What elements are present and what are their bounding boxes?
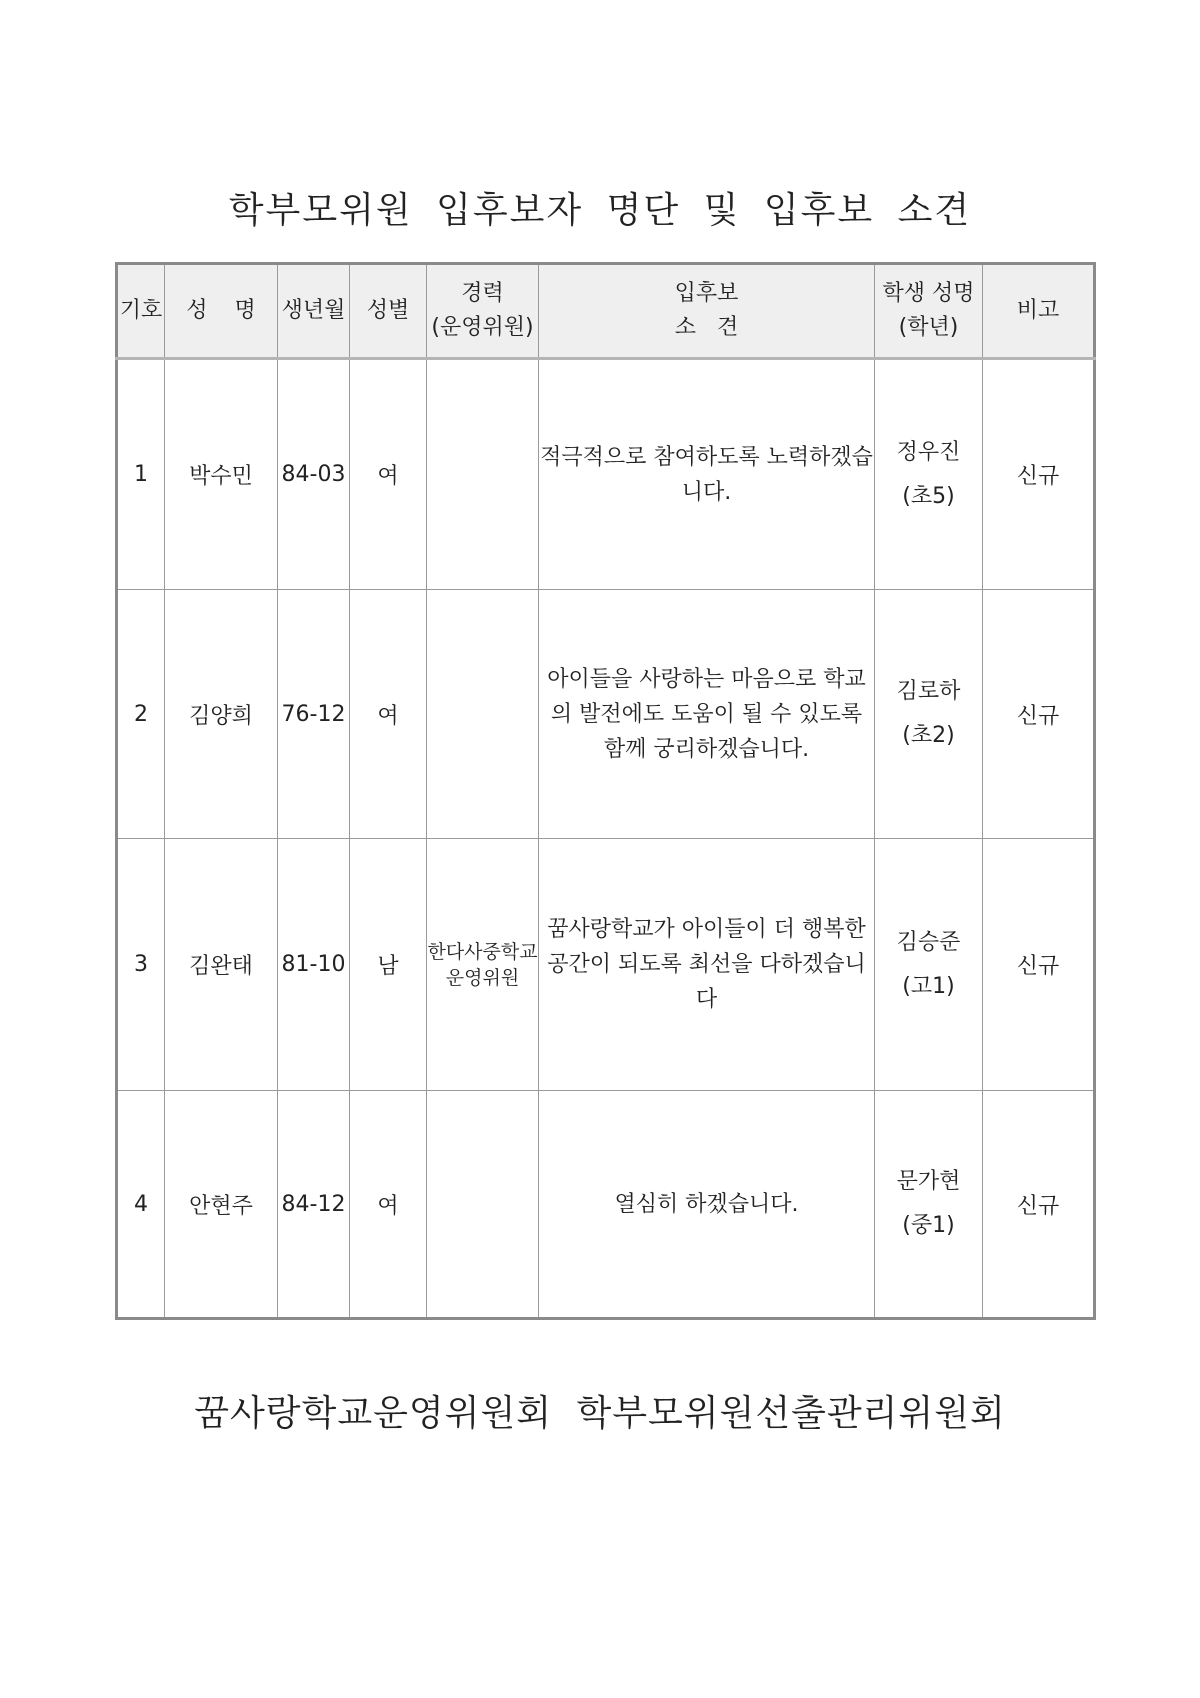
cell-birth: 76-12 xyxy=(278,590,350,839)
header-student-line2: (학년) xyxy=(898,315,959,340)
cell-number: 3 xyxy=(117,839,165,1091)
header-student-line1: 학생 성명 xyxy=(882,281,975,306)
cell-name: 박수민 xyxy=(165,359,278,590)
header-opinion xyxy=(539,264,875,359)
candidate-table xyxy=(115,262,1096,1320)
cell-note: 신규 xyxy=(983,359,1095,590)
header-career xyxy=(427,264,539,359)
cell-opinion: 적극적으로 참여하도록 노력하겠습니다. xyxy=(539,359,875,590)
cell-student-name: 김로하 xyxy=(896,679,961,704)
header-opinion-line1: 입후보 xyxy=(674,281,739,306)
document-title: 학부모위원 입후보자 명단 및 입후보 소견 xyxy=(228,190,972,231)
cell-student xyxy=(875,590,983,839)
cell-opinion: 아이들을 사랑하는 마음으로 학교의 발전에도 도움이 될 수 있도록 함께 궁리하겠습니다. xyxy=(539,590,875,839)
cell-note: 신규 xyxy=(983,590,1095,839)
cell-number: 2 xyxy=(117,590,165,839)
cell-career-line1: 한다사중학교 xyxy=(427,940,538,963)
cell-birth: 81-10 xyxy=(278,839,350,1091)
cell-name: 김양희 xyxy=(165,590,278,839)
cell-career xyxy=(427,839,539,1091)
cell-note: 신규 xyxy=(983,839,1095,1091)
table-row xyxy=(117,1091,1095,1319)
header-name: 성 명 xyxy=(165,264,278,359)
cell-student-grade: (고1) xyxy=(902,973,955,999)
cell-student-grade: (중1) xyxy=(902,1213,955,1238)
cell-career-line2: 운영위원 xyxy=(445,966,520,989)
cell-student-grade: (초2) xyxy=(902,723,955,748)
cell-student xyxy=(875,839,983,1091)
header-birth: 생년월 xyxy=(278,264,350,359)
header-opinion-line2: 소 견 xyxy=(674,315,739,340)
cell-career xyxy=(427,359,539,590)
cell-gender: 여 xyxy=(350,590,427,839)
cell-number: 4 xyxy=(117,1091,165,1319)
cell-gender: 남 xyxy=(350,839,427,1091)
header-gender: 성별 xyxy=(350,264,427,359)
cell-name: 안현주 xyxy=(165,1091,278,1319)
table-row xyxy=(117,590,1095,839)
header-student xyxy=(875,264,983,359)
cell-birth: 84-03 xyxy=(278,359,350,590)
cell-career xyxy=(427,1091,539,1319)
cell-student-name: 김승준 xyxy=(896,929,961,955)
table-row xyxy=(117,359,1095,590)
cell-number: 1 xyxy=(117,359,165,590)
cell-opinion: 열심히 하겠습니다. xyxy=(539,1091,875,1319)
cell-student xyxy=(875,359,983,590)
table-row xyxy=(117,839,1095,1091)
cell-student xyxy=(875,1091,983,1319)
cell-student-grade: (초5) xyxy=(902,483,955,509)
cell-name: 김완태 xyxy=(165,839,278,1091)
cell-gender: 여 xyxy=(350,359,427,590)
header-career-line2: (운영위원) xyxy=(431,315,534,340)
cell-birth: 84-12 xyxy=(278,1091,350,1319)
header-number: 기호 xyxy=(117,264,165,359)
committee-signature: 꿈사랑학교운영위원회 학부모위원선출관리위원회 xyxy=(194,1393,1006,1434)
cell-opinion: 꿈사랑학교가 아이들이 더 행복한 공간이 되도록 최선을 다하겠습니다 xyxy=(539,839,875,1091)
cell-career xyxy=(427,590,539,839)
header-career-line1: 경력 xyxy=(461,281,504,306)
header-note: 비고 xyxy=(983,264,1095,359)
cell-student-name: 정우진 xyxy=(896,439,961,465)
cell-note: 신규 xyxy=(983,1091,1095,1319)
cell-student-name: 문가현 xyxy=(896,1169,961,1194)
table-header-row xyxy=(117,264,1095,359)
cell-gender: 여 xyxy=(350,1091,427,1319)
